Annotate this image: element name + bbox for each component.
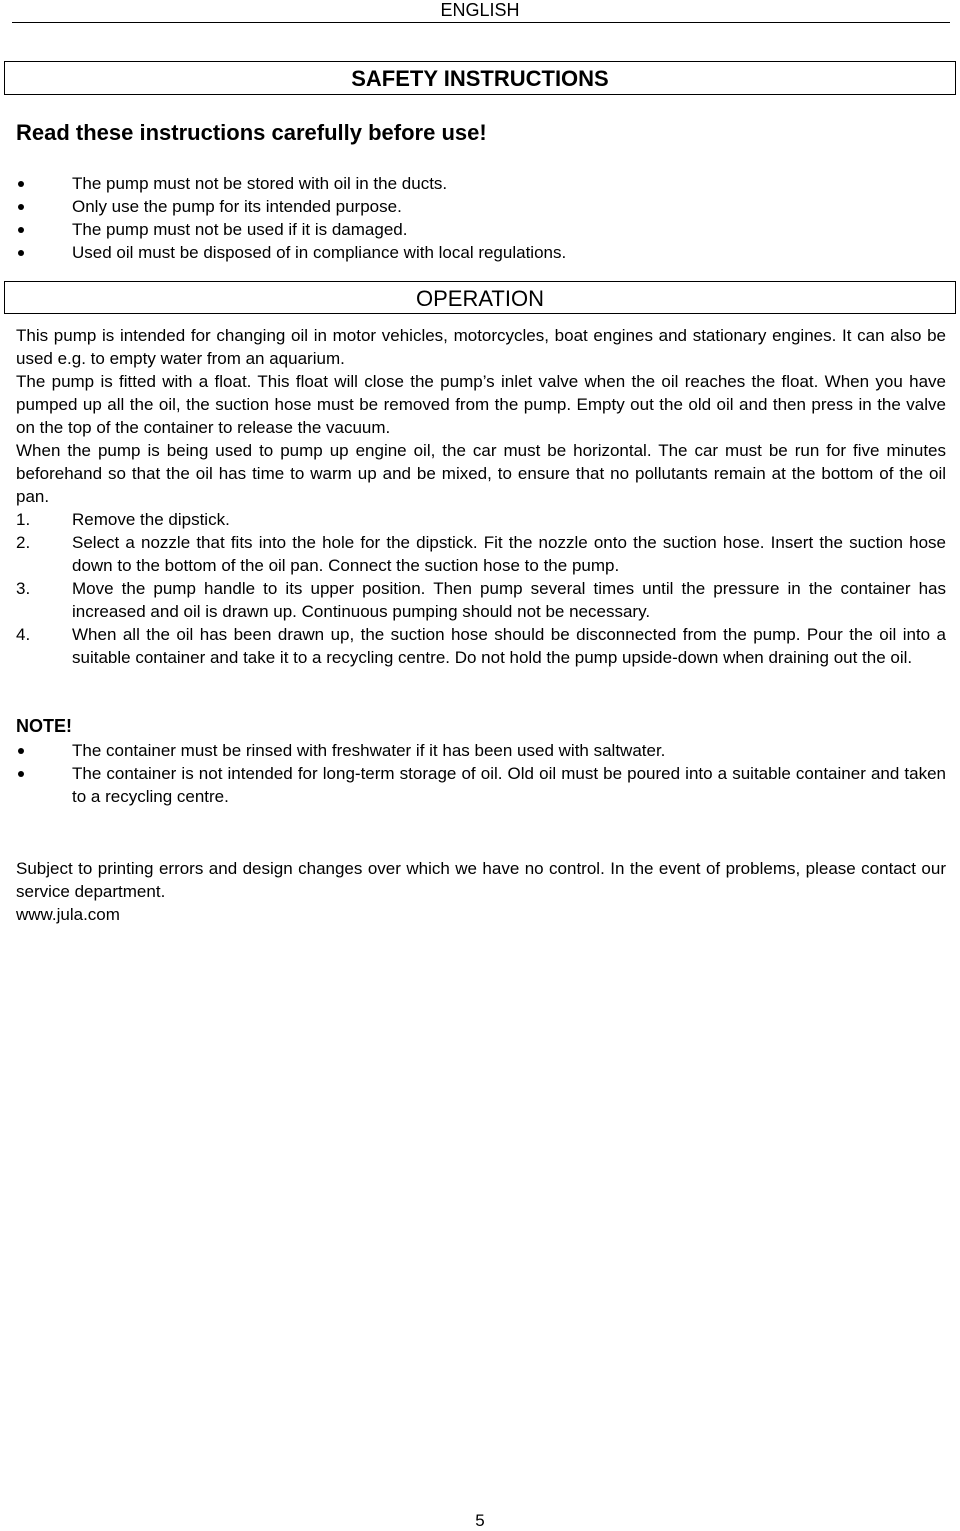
safety-list — [0, 172, 960, 264]
step-number: 2. — [16, 533, 31, 552]
operation-paragraph: The pump is fitted with a float. This float will close the pump’s inlet valve when the oil reaches the float. When you have pumped up all the oil, the suction hose must be removed from the pump. Empty out the old oil and then press in the valve on the top of the container to release the vacuum. — [16, 372, 946, 437]
step-item — [16, 508, 946, 531]
bullet-icon — [18, 771, 24, 777]
step-text: When all the oil has been drawn up, the suction hose should be disconnected from the pump. Pour the oil into a suitable container and take it to a recycling centre. Do not hold the pump upside-down when draining out the oil. — [72, 625, 946, 667]
step-item — [16, 577, 946, 623]
list-item: The container is not intended for long-term storage of oil. Old oil must be poured into a suitable container and taken to a recycling centre. — [0, 762, 960, 808]
language-label: ENGLISH — [440, 0, 520, 20]
bullet-icon — [18, 204, 24, 210]
step-number: 1. — [16, 510, 31, 529]
step-text: Move the pump handle to its upper position. Then pump several times until the pressure in the container has increased and oil is drawn up. Continuous pumping should not be necessary. — [72, 579, 946, 621]
page-number: 5 — [475, 1511, 485, 1530]
list-item: Used oil must be disposed of in compliance with local regulations. — [0, 241, 960, 264]
list-item: The pump must not be used if it is damaged. — [0, 218, 960, 241]
step-number: 4. — [16, 625, 31, 644]
bullet-icon — [18, 748, 24, 754]
list-item: Only use the pump for its intended purpose. — [0, 195, 960, 218]
footer — [16, 857, 946, 926]
list-item: The container must be rinsed with freshwater if it has been used with saltwater. — [0, 739, 960, 762]
step-item — [16, 531, 946, 577]
safety-heading: SAFETY INSTRUCTIONS — [351, 66, 609, 91]
step-text: Remove the dipstick. — [72, 510, 230, 529]
step-text: Select a nozzle that fits into the hole for the dipstick. Fit the nozzle onto the suction hose. Insert the suction hose down to the bottom of the oil pan. Connect the suction hose to the pump. — [72, 533, 946, 575]
operation-heading: OPERATION — [416, 286, 544, 311]
step-number: 3. — [16, 579, 31, 598]
operation-body — [16, 324, 946, 669]
bullet-icon — [18, 250, 24, 256]
note-list — [0, 739, 960, 808]
operation-paragraph: When the pump is being used to pump up engine oil, the car must be horizontal. The car must be run for five minutes beforehand so that the oil has time to warm up and be mixed, to ensure that no pollutants remain at the bottom of the oil pan. — [16, 441, 946, 506]
bullet-icon — [18, 227, 24, 233]
operation-paragraph: This pump is intended for changing oil in motor vehicles, motorcycles, boat engines and stationary engines. It can also be used e.g. to empty water from an aquarium. — [16, 326, 946, 368]
safety-lead: Read these instructions carefully before use! — [16, 120, 487, 145]
bullet-icon — [18, 181, 24, 187]
note-title: NOTE! — [16, 716, 72, 736]
list-item: The pump must not be stored with oil in the ducts. — [0, 172, 960, 195]
operation-heading-box — [4, 281, 956, 314]
step-item — [16, 623, 946, 669]
header-divider — [12, 22, 950, 23]
website-link[interactable]: www.jula.com — [16, 905, 120, 924]
safety-heading-box — [4, 61, 956, 95]
operation-steps — [16, 508, 946, 669]
disclaimer: Subject to printing errors and design changes over which we have no control. In the event of problems, please contact our service department. — [16, 859, 946, 901]
